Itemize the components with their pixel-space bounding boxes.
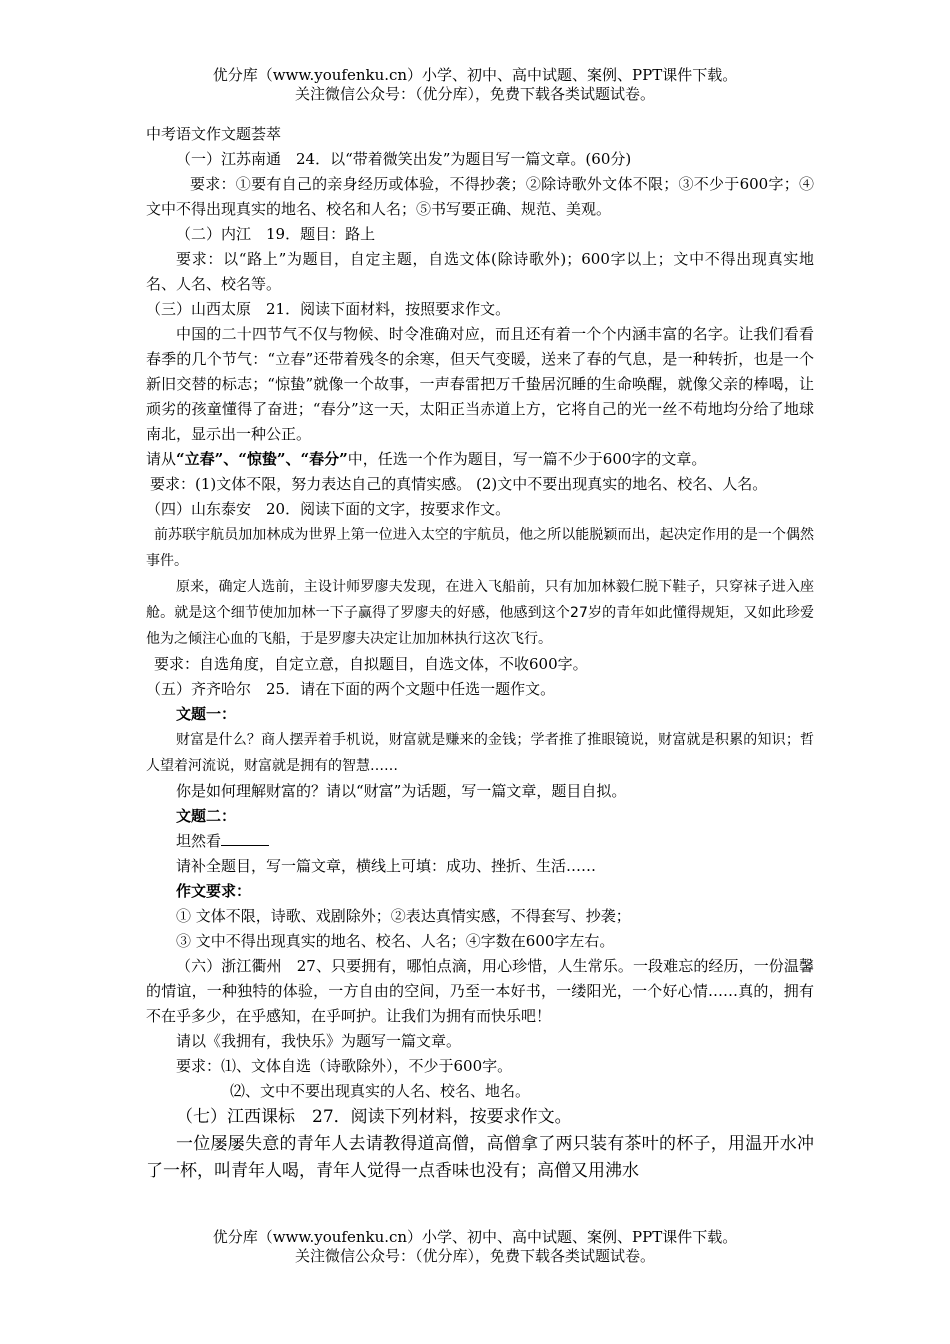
header-line-1: 优分库（www.youfenku.cn）小学、初中、高中试题、案例、PPT课件下载。 bbox=[212, 66, 738, 84]
section-6-requirement-2: ⑵、文中不要出现真实的人名、校名、地名。 bbox=[230, 1082, 531, 1100]
section-3-requirements: 要求：(1)文体不限，努力表达自己的真情实感。 (2)文中不要出现真实的地名、校名、人名。 bbox=[150, 475, 768, 493]
section-4-material-p1: 前苏联宇航员加加林成为世界上第一位进入太空的宇航员，他之所以能脱颖而出，起决定作用的是一个偶然事件。 bbox=[146, 527, 814, 569]
section-2-heading: （二）内江 19．题目：路上 bbox=[176, 225, 376, 243]
section-5-topic-2-p1: 请补全题目，写一篇文章，横线上可填：成功、挫折、生活…… bbox=[176, 857, 597, 875]
section-5-requirements-label: 作文要求： bbox=[176, 882, 252, 900]
document-body bbox=[146, 122, 814, 1185]
document-title: 中考语文作文题荟萃 bbox=[146, 125, 282, 143]
fill-in-blank bbox=[221, 831, 269, 846]
section-7-heading: （七）江西课标 27．阅读下列材料，按要求作文。 bbox=[176, 1107, 572, 1127]
section-5-topic-1-label: 文题一： bbox=[176, 705, 237, 723]
section-5-topic-1-p2: 你是如何理解财富的？请以“财富”为话题，写一篇文章，题目自拟。 bbox=[176, 782, 627, 800]
section-1-requirements: 要求：①要有自己的亲身经历或体验，不得抄袭；②除诗歌外文体不限；③不少于600字；④文中不得出现真实的地名、校名和人名；⑤书写要正确、规范、美观。 bbox=[146, 175, 814, 218]
section-3-prompt bbox=[146, 447, 814, 472]
section-3-prompt-pre: 请从 bbox=[146, 450, 177, 468]
section-7-material: 一位屡屡失意的青年人去请教得道高僧，高僧拿了两只装有茶叶的杯子，用温开水冲了一杯，叫青年人喝，青年人觉得一点香味也没有；高僧又用沸水 bbox=[146, 1134, 814, 1181]
footer-line-1: 优分库（www.youfenku.cn）小学、初中、高中试题、案例、PPT课件下载。 bbox=[212, 1228, 738, 1246]
section-5-topic-2-title-text: 坦然看 bbox=[176, 832, 222, 850]
header-line-2: 关注微信公众号：（优分库），免费下载各类试题试卷。 bbox=[294, 85, 655, 103]
section-5-heading: （五）齐齐哈尔 25．请在下面的两个文题中任选一题作文。 bbox=[146, 680, 556, 698]
section-2-requirements: 要求：以“路上”为题目，自定主题，自选文体(除诗歌外)；600字以上；文中不得出现真实地名、人名、校名等。 bbox=[146, 250, 814, 293]
page-header bbox=[0, 66, 950, 104]
section-3-material: 中国的二十四节气不仅与物候、时令准确对应，而且还有着一个个内涵丰富的名字。让我们看看春季的几个节气：“立春”还带着残冬的余寒，但天气变暖，送来了春的气息，是一种转折，也是一个新旧交替的标志；“惊蛰”就像一个故事，一声春雷把万千蛰居沉睡的生命唤醒，就像父亲的棒喝，让顽劣的孩童懂得了奋进；“春分”这一天，太阳正当赤道上方，它将自己的光一丝不苟地均分给了地球南北，显示出一种公正。 bbox=[146, 325, 814, 443]
section-7 bbox=[146, 1104, 814, 1185]
section-3-heading: （三）山西太原 21．阅读下面材料，按照要求作文。 bbox=[146, 300, 511, 318]
section-1-heading: （一）江苏南通 24．以“带着微笑出发”为题目写一篇文章。(60分) bbox=[176, 150, 632, 168]
section-5-topic-1-material bbox=[146, 727, 814, 779]
footer-line-2: 关注微信公众号：（优分库），免费下载各类试题试卷。 bbox=[294, 1247, 655, 1265]
section-3-prompt-options: “立春”、“惊蛰”、“春分” bbox=[176, 450, 348, 468]
section-5-requirement-1: ① 文体不限，诗歌、戏剧除外；②表达真情实感，不得套写、抄袭； bbox=[176, 907, 631, 925]
section-6-material: （六）浙江衢州 27、只要拥有，哪怕点滴，用心珍惜，人生常乐。一段难忘的经历，一份温馨的情谊，一种独特的体验，一方自由的空间，乃至一本好书，一缕阳光，一个好心情……真的，拥有不在乎多少，在乎感知，在乎呵护。让我们为拥有而快乐吧！ bbox=[146, 957, 814, 1025]
section-5-topic-2-label: 文题二： bbox=[176, 807, 237, 825]
section-4-material-p2: 原来，确定人选前，主设计师罗廖夫发现，在进入飞船前，只有加加林毅仁脱下鞋子，只穿袜子进入座舱。就是这个细节使加加林一下子赢得了罗廖夫的好感，他感到这个27岁的青年如此懂得规矩，又如此珍爱他为之倾注心血的飞船，于是罗廖夫决定让加加林执行这次飞行。 bbox=[146, 579, 814, 647]
page-footer bbox=[0, 1228, 950, 1266]
section-4-heading: （四）山东泰安 20．阅读下面的文字，按要求作文。 bbox=[146, 500, 511, 518]
section-6-prompt: 请以《我拥有，我快乐》为题写一篇文章。 bbox=[176, 1032, 462, 1050]
section-5-topic-2-title bbox=[146, 829, 814, 854]
section-4-material bbox=[146, 522, 814, 652]
section-5-topic-1-p1: 财富是什么？商人摆弄着手机说，财富就是赚来的金钱；学者推了推眼镜说，财富就是积累的知识；哲人望着河流说，财富就是拥有的智慧…… bbox=[146, 732, 814, 774]
section-4-requirements: 要求：自选角度，自定立意，自拟题目，自选文体，不收600字。 bbox=[154, 655, 588, 673]
section-5-requirement-2: ③ 文中不得出现真实的地名、校名、人名；④字数在600字左右。 bbox=[176, 932, 615, 950]
section-6-requirement-1: 要求：⑴、文体自选（诗歌除外），不少于600字。 bbox=[176, 1057, 513, 1075]
section-3-prompt-post: 中，任选一个作为题目，写一篇不少于600字的文章。 bbox=[347, 450, 707, 468]
